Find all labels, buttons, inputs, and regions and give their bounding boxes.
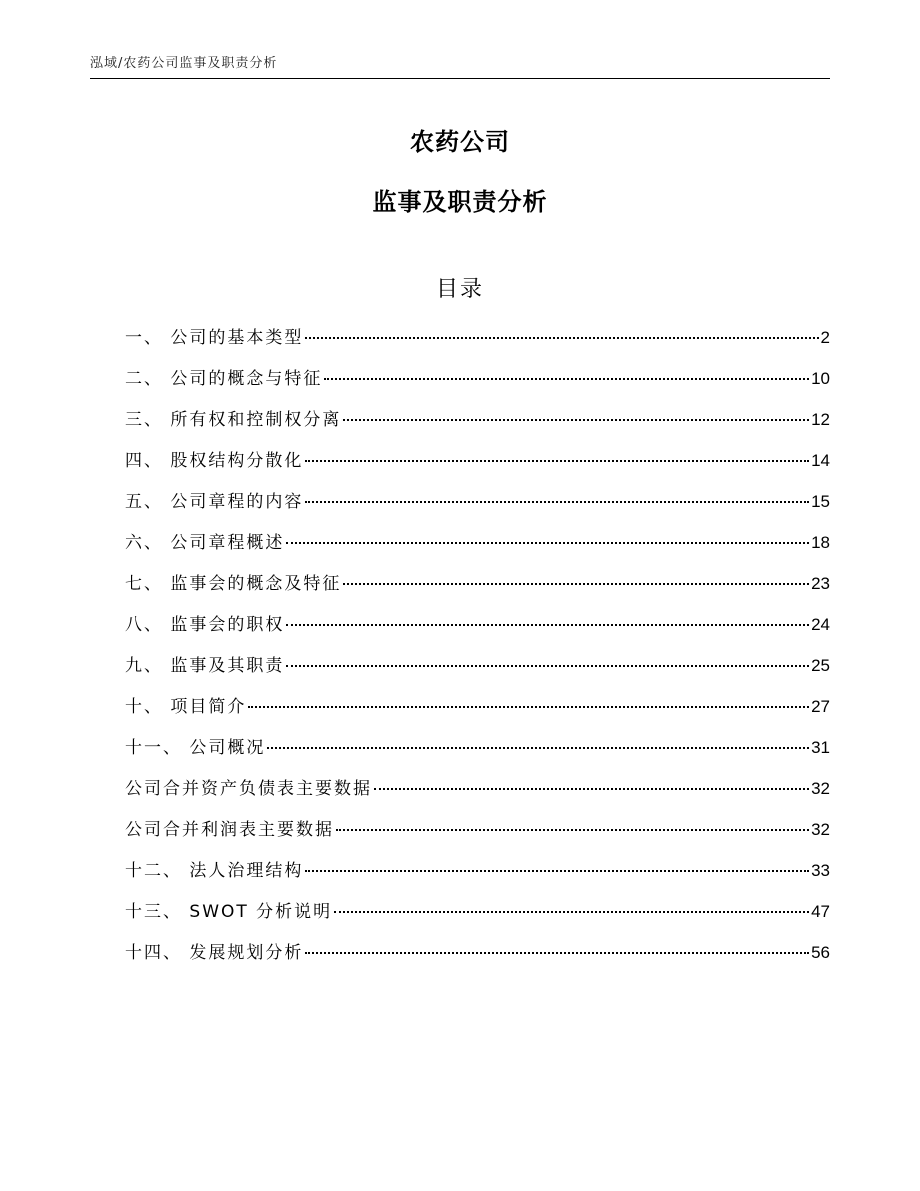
toc-entry[interactable] (125, 815, 830, 856)
toc-entry-title: 公司合并利润表主要数据 (125, 820, 334, 840)
toc-entry-page: 56 (811, 943, 830, 962)
toc-leader-dots (286, 665, 809, 667)
toc-entry-title: 五、 公司章程的内容 (125, 492, 304, 512)
document-title: 农药公司 (410, 128, 510, 156)
toc-leader-dots (305, 337, 818, 339)
toc-leader-dots (334, 911, 809, 913)
toc-entry-page: 33 (811, 861, 830, 880)
toc-entry-title: 十三、 SWOT 分析说明 (125, 902, 333, 922)
document-subtitle: 监事及职责分析 (372, 188, 548, 216)
toc-entry-title: 九、 监事及其职责 (125, 656, 285, 676)
toc-entry-page: 2 (820, 328, 830, 347)
toc-entry-page: 23 (811, 574, 830, 593)
toc-entry[interactable] (125, 774, 830, 815)
toc-leader-dots (324, 378, 809, 380)
running-header: 泓域/农药公司监事及职责分析 (90, 56, 278, 71)
toc-entry-page: 47 (811, 902, 830, 921)
toc-leader-dots (286, 542, 809, 544)
toc-entry-page: 32 (811, 820, 830, 839)
toc-entry-title: 三、 所有权和控制权分离 (125, 410, 342, 430)
toc-leader-dots (305, 460, 809, 462)
toc-heading: 目录 (435, 277, 484, 302)
toc-entry-title: 十一、 公司概况 (125, 738, 266, 758)
toc-entry[interactable] (125, 364, 830, 405)
toc-entry-title: 二、 公司的概念与特征 (125, 369, 323, 389)
toc-entry-title: 十二、 法人治理结构 (125, 861, 304, 881)
toc-entry-page: 12 (811, 410, 830, 429)
toc-entry[interactable] (125, 897, 830, 938)
toc-entry[interactable] (125, 323, 830, 364)
toc-entry-title: 十四、 发展规划分析 (125, 943, 304, 963)
toc-leader-dots (374, 788, 809, 790)
toc-leader-dots (286, 624, 809, 626)
toc-entry[interactable] (125, 692, 830, 733)
toc-entry-page: 10 (811, 369, 830, 388)
toc-entry-page: 25 (811, 656, 830, 675)
toc-entry[interactable] (125, 569, 830, 610)
toc-entry[interactable] (125, 651, 830, 692)
toc-entry[interactable] (125, 938, 830, 979)
toc-entry[interactable] (125, 733, 830, 774)
toc-entry[interactable] (125, 856, 830, 897)
table-of-contents (125, 323, 830, 979)
toc-entry[interactable] (125, 610, 830, 651)
toc-entry-title: 十、 项目简介 (125, 697, 247, 717)
toc-entry[interactable] (125, 405, 830, 446)
toc-leader-dots (336, 829, 809, 831)
toc-leader-dots (248, 706, 809, 708)
toc-entry-page: 27 (811, 697, 830, 716)
toc-entry-page: 14 (811, 451, 830, 470)
toc-leader-dots (343, 583, 809, 585)
toc-entry[interactable] (125, 528, 830, 569)
toc-entry-title: 八、 监事会的职权 (125, 615, 285, 635)
toc-entry-title: 六、 公司章程概述 (125, 533, 285, 553)
toc-leader-dots (267, 747, 809, 749)
toc-entry-page: 31 (811, 738, 830, 757)
toc-entry-page: 18 (811, 533, 830, 552)
toc-entry-page: 24 (811, 615, 830, 634)
toc-leader-dots (305, 501, 809, 503)
header-divider (90, 78, 830, 79)
toc-entry[interactable] (125, 446, 830, 487)
toc-leader-dots (305, 870, 809, 872)
toc-entry-page: 32 (811, 779, 830, 798)
toc-entry-title: 四、 股权结构分散化 (125, 451, 304, 471)
toc-entry-title: 七、 监事会的概念及特征 (125, 574, 342, 594)
toc-leader-dots (343, 419, 809, 421)
toc-entry-page: 15 (811, 492, 830, 511)
toc-entry[interactable] (125, 487, 830, 528)
toc-leader-dots (305, 952, 809, 954)
toc-entry-title: 公司合并资产负债表主要数据 (125, 779, 372, 799)
toc-entry-title: 一、 公司的基本类型 (125, 328, 304, 348)
